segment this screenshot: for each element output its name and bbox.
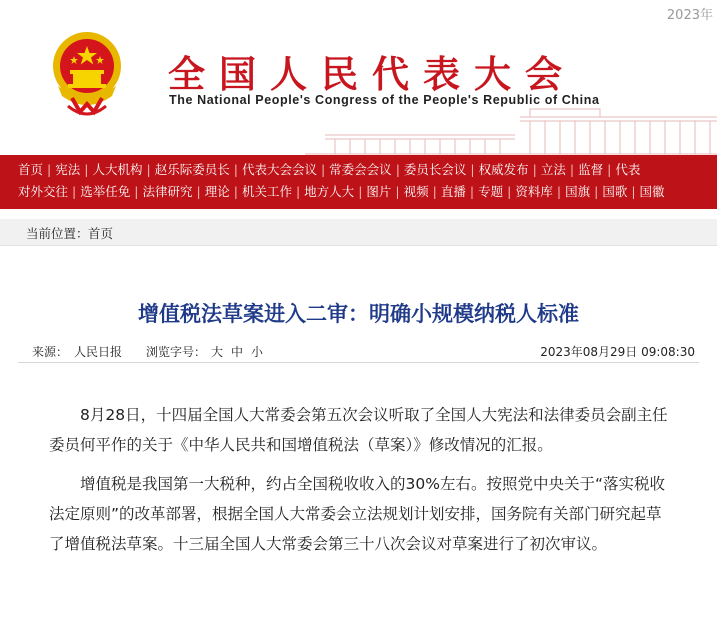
- article-body: [49, 400, 674, 568]
- nav-item-constitution[interactable]: 宪法: [55, 162, 81, 177]
- year-tag: 2023年: [666, 8, 713, 23]
- nav-item-foreign-affairs[interactable]: 对外交往: [18, 184, 69, 199]
- nav-item-national-anthem[interactable]: 国歌: [602, 184, 628, 199]
- breadcrumb-home-link[interactable]: 首页: [88, 226, 114, 241]
- font-size-small[interactable]: 小: [251, 345, 264, 359]
- site-title-en: The National People's Congress of the People's Republic of China: [169, 93, 600, 107]
- publish-datetime: 2023年08月29日 09:08:30: [540, 345, 695, 359]
- nav-item-national-flag[interactable]: 国旗: [565, 184, 591, 199]
- article-meta: [18, 336, 699, 363]
- source-value: 人民日报: [74, 345, 123, 359]
- font-size-medium[interactable]: 中: [231, 345, 244, 359]
- nav-item-releases[interactable]: 权威发布: [478, 162, 529, 177]
- nav-item-elections[interactable]: 选举任免: [80, 184, 131, 199]
- nav-item-local-congress[interactable]: 地方人大: [304, 184, 355, 199]
- nav-item-videos[interactable]: 视频: [403, 184, 429, 199]
- masthead: [0, 0, 717, 155]
- nav-row-1: 首页 | 宪法 | 人大机构 | 赵乐际委员长 | 代表大会会议 | 常委会会议 | 委员长会议 | 权威发布 | 立法 | 监督 | 代表: [18, 159, 640, 181]
- nav-item-legislation[interactable]: 立法: [540, 162, 566, 177]
- nav-item-national-emblem[interactable]: 国徽: [639, 184, 665, 199]
- nav-item-congress-sessions[interactable]: 代表大会会议: [241, 162, 317, 177]
- nav-item-npc-institutions[interactable]: 人大机构: [92, 162, 143, 177]
- source-label: 来源：: [32, 345, 69, 359]
- main-navigation: [0, 155, 717, 209]
- nav-item-standing-committee-sessions[interactable]: 常委会会议: [329, 162, 392, 177]
- nav-item-chairman[interactable]: 赵乐际委员长: [154, 162, 230, 177]
- article-paragraph: 8月28日，十四届全国人大常委会第五次会议听取了全国人大宪法和法律委员会副主任委员何平作的关于《中华人民共和国增值税法（草案）》修改情况的汇报。: [49, 406, 668, 454]
- site-title-cn: 全国人民代表大会: [168, 53, 576, 96]
- nav-item-chairmen-council[interactable]: 委员长会议: [403, 162, 467, 177]
- nav-item-database[interactable]: 资料库: [515, 184, 553, 199]
- national-emblem-icon: [50, 26, 124, 134]
- breadcrumb: [0, 219, 717, 246]
- article-paragraph: 增值税是我国第一大税种，约占全国税收收入的30%左右。按照党中央关于“落实税收法定原则”的改革部署，根据全国人大常委会立法规划计划安排，国务院有关部门研究起草了增值税法草案。十三届全国人大常委会第三十八次会议对草案进行了初次审议。: [49, 475, 665, 553]
- great-hall-illustration: [305, 105, 717, 155]
- breadcrumb-label: 当前位置：: [26, 226, 89, 241]
- nav-item-live[interactable]: 直播: [440, 184, 466, 199]
- font-size-large[interactable]: 大: [211, 345, 224, 359]
- nav-item-organ-work[interactable]: 机关工作: [241, 184, 292, 199]
- nav-item-home[interactable]: 首页: [18, 162, 44, 177]
- nav-item-legal-research[interactable]: 法律研究: [142, 184, 193, 199]
- nav-item-supervision[interactable]: 监督: [578, 162, 604, 177]
- nav-item-theory[interactable]: 理论: [204, 184, 230, 199]
- article-title: 增值税法草案进入二审：明确小规模纳税人标准: [138, 301, 579, 327]
- nav-item-deputies[interactable]: 代表: [615, 162, 641, 177]
- font-size-label: 浏览字号：: [146, 345, 207, 359]
- nav-row-2: 对外交往 | 选举任免 | 法律研究 | 理论 | 机关工作 | 地方人大 | 图片 | 视频 | 直播 | 专题 | 资料库 | 国旗 | 国歌 | 国徽: [18, 181, 665, 203]
- nav-item-topics[interactable]: 专题: [478, 184, 504, 199]
- nav-item-pictures[interactable]: 图片: [366, 184, 392, 199]
